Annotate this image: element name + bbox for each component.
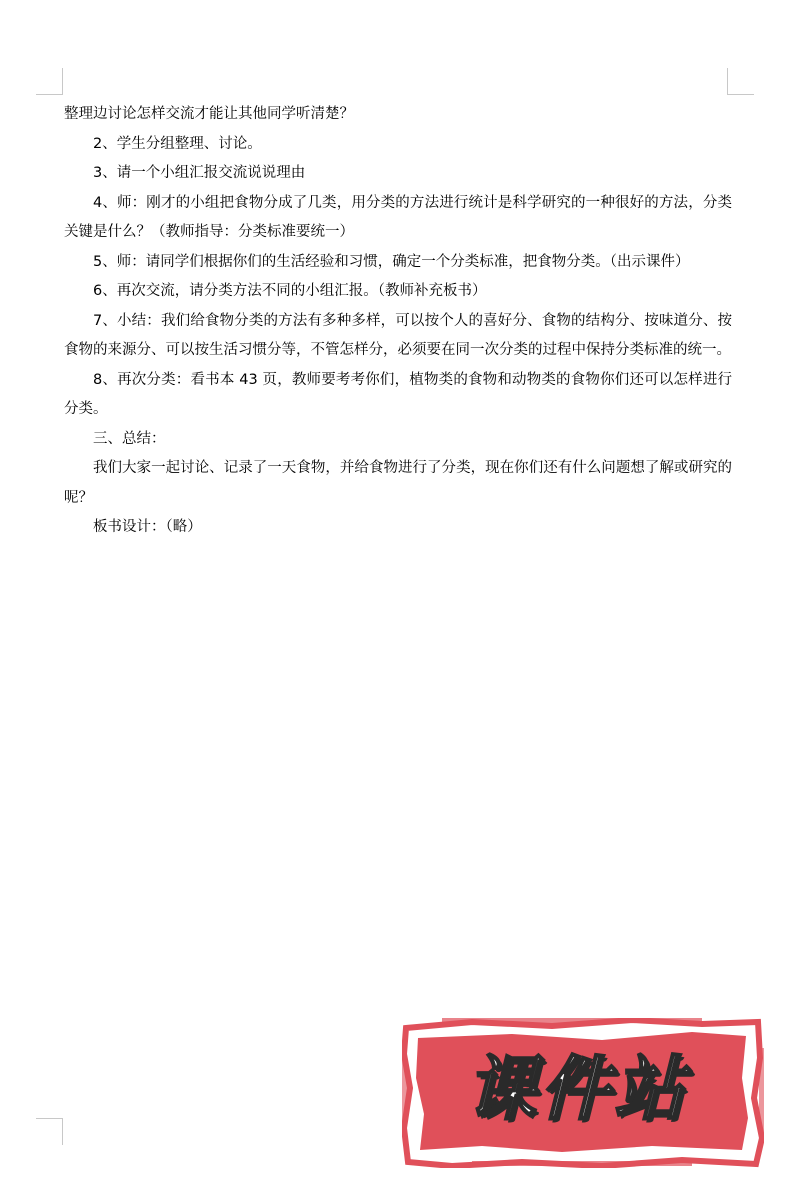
document-body: [64, 100, 732, 543]
paragraph: 我们大家一起讨论、记录了一天食物，并给食物进行了分类，现在你们还有什么问题想了解或研究的呢？: [64, 460, 732, 506]
paragraph: 3、请一个小组汇报交流说说理由: [93, 165, 306, 181]
paragraph: 4、师：刚才的小组把食物分成了几类，用分类的方法进行统计是科学研究的一种很好的方法，分类关键是什么？（教师指导：分类标准要统一）: [64, 194, 732, 240]
crop-mark-top-right: [727, 68, 754, 95]
paragraph: 6、再次交流，请分类方法不同的小组汇报。（教师补充板书）: [93, 283, 487, 299]
paragraph: 2、学生分组整理、讨论。: [93, 135, 262, 152]
paragraph: 5、师：请同学们根据你们的生活经验和习惯，确定一个分类标准，把食物分类。（出示课件）: [93, 253, 690, 270]
paragraph: 整理边讨论怎样交流才能让其他同学听清楚？: [64, 106, 354, 122]
watermark-text: 课件站: [466, 1048, 688, 1130]
crop-mark-bottom-left: [36, 1118, 63, 1145]
paragraph: 板书设计：（略）: [93, 519, 202, 535]
paragraph: 三、总结：: [93, 430, 166, 447]
crop-mark-top-left: [36, 68, 63, 95]
watermark-stamp: [402, 1018, 764, 1168]
paragraph: 8、再次分类：看书本 43 页，教师要考考你们，植物类的食物和动物类的食物你们还可以怎样进行分类。: [64, 371, 732, 417]
paragraph: 7、小结：我们给食物分类的方法有多种多样，可以按个人的喜好分、食物的结构分、按味道分、按食物的来源分、可以按生活习惯分等，不管怎样分，必须要在同一次分类的过程中保持分类标准的统一。: [64, 312, 732, 358]
